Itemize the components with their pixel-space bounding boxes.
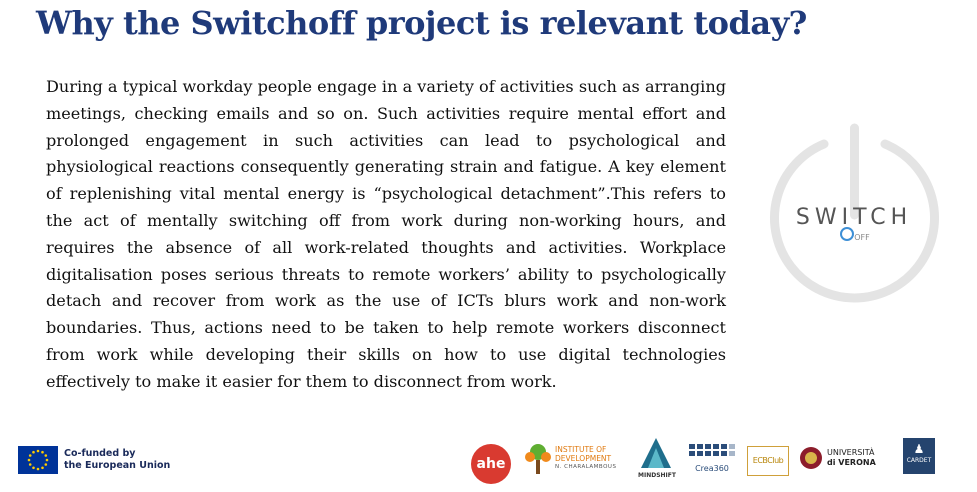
logo-text-switch: SWITCH bbox=[795, 205, 913, 230]
crea360-grid-icon bbox=[689, 444, 735, 462]
switchoff-logo bbox=[762, 120, 947, 305]
footer bbox=[0, 430, 977, 492]
institute-logo: INSTITUTE OF DEVELOPMENT N. CHARALAMBOUS bbox=[555, 445, 617, 470]
logo-text-off: OFF bbox=[854, 233, 870, 242]
mindshift-text: MINDSHIFT bbox=[638, 472, 676, 479]
ecbclub-logo: ECBClub bbox=[747, 446, 789, 476]
verona-text: UNIVERSITÀ di VERONA bbox=[827, 448, 876, 467]
eu-flag-icon bbox=[18, 446, 58, 474]
body-paragraph: During a typical workday people engage in a variety of activities such as arranging meetings, checking emails and so on. Such activities require mental effort and prolonged engagement in such activities can lead to psychological and physiological reactions consequently generating strain and fatigue. A key element of replenishing vital mental energy is “psychological detachment”.This refers to the act of mentally switching off from work during non-working hours, and requires the absence of all work-related thoughts and activities. Workplace digitalisation poses serious threats to remote workers’ ability to psychologically detach and recover from work as the use of ICTs blurs work and non-work boundaries. Thus, actions need to be taken to help remote workers disconnect from work while developing their skills on how to use digital technologies effectively to make it easier for them to disconnect from work. bbox=[46, 77, 726, 391]
cardet-figure-icon: ♟ bbox=[913, 442, 925, 456]
verona-seal-icon bbox=[799, 446, 823, 470]
cardet-logo: ♟ CARDET bbox=[903, 438, 935, 474]
mindshift-triangle-icon bbox=[640, 436, 672, 470]
crea360-text: Crea360 bbox=[695, 464, 729, 473]
ahe-logo: ahe bbox=[471, 444, 511, 484]
eu-cofunded-text: Co-funded by the European Union bbox=[64, 448, 171, 471]
page-title: Why the Switchoff project is relevant today? bbox=[36, 4, 807, 42]
tree-icon bbox=[523, 442, 553, 476]
